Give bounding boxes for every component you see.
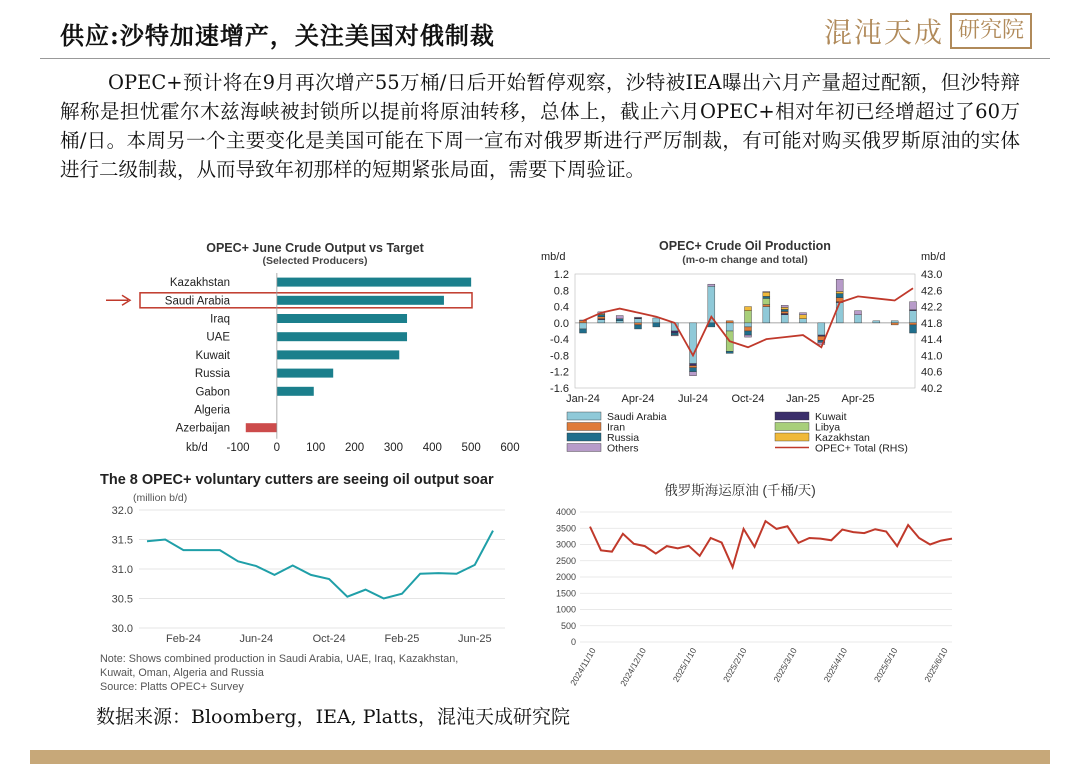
category-label: Saudi Arabia — [164, 295, 230, 308]
legend-label: Libya — [815, 421, 841, 434]
x-tick-label: 2024/11/10 — [568, 646, 598, 688]
stack-segment — [726, 323, 733, 331]
legend-swatch — [567, 444, 601, 452]
stack-segment — [910, 323, 917, 325]
y-tick-label: 1500 — [555, 588, 576, 599]
stack-segment — [855, 311, 862, 315]
y-tick-label: 31.5 — [111, 534, 133, 547]
bar — [246, 423, 277, 432]
stack-segment — [671, 331, 678, 333]
y-tick-label: 1000 — [555, 604, 576, 615]
chart-subtitle: (Selected Producers) — [262, 255, 368, 267]
y-tick-label: 3500 — [555, 523, 576, 534]
bar — [277, 332, 407, 341]
stack-segment — [690, 364, 697, 366]
x-axis-label: kb/d — [186, 441, 208, 454]
x-tick-label: Jun-24 — [239, 633, 274, 645]
y-tick-label: -0.4 — [550, 334, 569, 347]
y-right-tick-label: 41.4 — [921, 334, 943, 347]
stack-segment — [781, 305, 788, 307]
y-right-tick-label: 41.8 — [921, 317, 943, 330]
legend-label: Kazakhstan — [815, 432, 870, 444]
y-axis-label: (million b/d) — [133, 492, 188, 504]
stack-segment — [598, 317, 605, 319]
x-tick-label: 500 — [461, 441, 481, 454]
stack-segment — [891, 323, 898, 325]
x-tick-label: 2025/3/10 — [771, 646, 799, 684]
bar — [277, 387, 314, 396]
stack-segment — [745, 335, 752, 337]
legend-swatch — [775, 412, 809, 420]
y-right-tick-label: 42.2 — [921, 301, 943, 314]
y-tick-label: 4000 — [555, 507, 576, 517]
x-tick-label: 2025/4/10 — [821, 646, 850, 684]
stack-segment — [635, 323, 642, 325]
category-label: Kuwait — [195, 349, 230, 362]
stack-segment — [891, 321, 898, 323]
legend-label: Kuwait — [815, 411, 847, 423]
category-label: Russia — [194, 368, 230, 381]
brand-logo — [824, 12, 1032, 50]
stack-segment — [690, 368, 697, 372]
chart-note: Note: Shows combined production in Saudi Arabia, UAE, Iraq, Kazakhstan, — [100, 653, 459, 665]
chart-russia-seaborne-svg — [540, 478, 960, 700]
y-tick-label: 0 — [570, 637, 576, 647]
y-tick-label: 1.2 — [553, 269, 569, 281]
stack-segment — [690, 372, 697, 376]
legend-swatch — [567, 423, 601, 431]
stack-segment — [763, 298, 770, 304]
stack-segment — [635, 317, 642, 318]
category-label: Kazakhstan — [169, 277, 230, 290]
stack-segment — [635, 319, 642, 323]
y-tick-label: 0.4 — [553, 301, 569, 314]
stack-segment — [910, 325, 917, 333]
x-tick-label: Jan-25 — [786, 393, 820, 405]
stack-segment — [910, 302, 917, 310]
header-divider — [40, 58, 1050, 59]
chart-opec-production — [535, 236, 955, 461]
stack-segment — [781, 307, 788, 309]
x-tick-label: 600 — [500, 441, 520, 454]
stack-segment — [910, 311, 917, 323]
y-axis-label-left: mb/d — [541, 251, 566, 263]
category-label: Gabon — [195, 386, 230, 399]
slide-header — [0, 0, 1080, 62]
legend-label: Others — [607, 442, 639, 455]
stack-segment — [763, 292, 770, 296]
stack-segment — [635, 325, 642, 329]
legend-label: Saudi Arabia — [607, 411, 667, 423]
x-tick-label: Apr-25 — [841, 393, 875, 405]
stack-segment — [671, 333, 678, 335]
legend-swatch — [775, 423, 809, 431]
chart-opec-production-svg — [535, 236, 955, 461]
y-right-tick-label: 42.6 — [921, 285, 943, 298]
stack-segment — [763, 307, 770, 323]
stack-segment — [580, 321, 587, 323]
y-tick-label: 31.0 — [111, 564, 133, 576]
stack-segment — [763, 305, 770, 307]
footer-bar — [30, 750, 1050, 764]
x-tick-label: Oct-24 — [312, 633, 346, 645]
y-tick-label: -1.2 — [550, 366, 569, 379]
y-tick-label: 32.0 — [111, 505, 133, 517]
stack-segment — [836, 303, 843, 323]
stack-segment — [836, 292, 843, 294]
stack-segment — [781, 311, 788, 313]
y-right-tick-label: 40.2 — [921, 383, 943, 395]
bar — [277, 278, 471, 287]
stack-segment — [873, 321, 880, 323]
legend-swatch — [567, 433, 601, 441]
x-tick-label: 100 — [306, 441, 326, 454]
y-tick-label: -0.8 — [550, 350, 569, 363]
chart-note: Source: Platts OPEC+ Survey — [100, 681, 244, 693]
stack-segment — [726, 351, 733, 353]
summary-paragraph: OPEC+预计将在9月再次增产55万桶/日后开始暂停观察，沙特被IEA曝出六月产量超过配额，但沙特辩解称是担忧霍尔木兹海峡被封锁所以提前将原油转移，总体上，截止六月OPEC+相对年初已经增超过了60万桶/日。本周另一个主要变化是美国可能在下周一宣布对俄罗斯进行严厉制裁，有可能对购买俄罗斯原油的实体进行二级制裁，从而导致年初那样的短期紧张局面，需要下周验证。 — [60, 71, 1020, 181]
stack-segment — [616, 316, 623, 319]
legend-label: OPEC+ Total (RHS) — [815, 442, 908, 455]
x-tick-label: 2025/1/10 — [670, 646, 699, 684]
chart-voluntary-cutters — [95, 466, 535, 698]
x-tick-label: Feb-24 — [165, 633, 201, 645]
stack-segment — [800, 313, 807, 315]
y-tick-label: 30.5 — [111, 593, 133, 606]
stack-segment — [818, 323, 825, 335]
stack-segment — [745, 323, 752, 327]
stack-segment — [763, 292, 770, 293]
y-tick-label: 500 — [560, 620, 576, 631]
x-tick-label: Oct-24 — [731, 393, 765, 405]
x-tick-label: 400 — [422, 441, 442, 454]
chart-title: OPEC+ Crude Oil Production — [659, 239, 831, 253]
y-tick-label: 0.8 — [553, 285, 569, 298]
x-tick-label: 0 — [273, 441, 281, 454]
stack-segment — [671, 335, 678, 336]
chart-note: Kuwait, Oman, Algeria and Russia — [100, 667, 264, 679]
stack-segment — [726, 321, 733, 323]
stack-segment — [580, 323, 587, 329]
y-tick-label: 3000 — [555, 539, 576, 550]
category-label: Algeria — [194, 404, 230, 417]
chart-title: 俄罗斯海运原油 (千桶/天) — [664, 483, 816, 498]
stack-segment — [855, 315, 862, 323]
y-tick-label: 0.0 — [553, 317, 569, 330]
bar — [277, 296, 444, 305]
stack-segment — [745, 327, 752, 331]
logo-box-text: 研究院 — [950, 13, 1032, 49]
stack-segment — [781, 315, 788, 323]
x-tick-label: Feb-25 — [384, 633, 420, 645]
page-title: 供应:沙特加速增产，关注美国对俄制裁 — [60, 21, 495, 50]
stack-segment — [616, 319, 623, 321]
y-tick-label: 2500 — [555, 555, 576, 566]
chart-voluntary-cutters-svg — [95, 466, 535, 698]
legend-swatch — [775, 433, 809, 441]
x-tick-label: Jan-24 — [566, 393, 600, 405]
stack-segment — [616, 321, 623, 323]
bar — [277, 314, 407, 323]
chart-title: OPEC+ June Crude Output vs Target — [206, 241, 424, 255]
chart-subtitle: (m-o-m change and total) — [682, 254, 808, 266]
stack-segment — [745, 307, 752, 311]
y-right-tick-label: 40.6 — [921, 366, 943, 379]
stack-segment — [708, 284, 715, 286]
y-axis-label-right: mb/d — [921, 251, 946, 263]
y-tick-label: -1.6 — [550, 383, 569, 395]
data-source: 数据来源：Bloomberg，IEA, Platts，混沌天成研究院 — [96, 706, 570, 728]
stack-segment — [745, 331, 752, 335]
category-label: Iraq — [210, 313, 230, 326]
stack-segment — [598, 320, 605, 323]
chart-opec-vs-target-svg — [100, 236, 530, 461]
stack-segment — [763, 296, 770, 298]
x-tick-label: 2025/5/10 — [871, 646, 900, 684]
x-tick-label: 2024/12/10 — [618, 646, 649, 688]
legend-swatch — [567, 412, 601, 420]
x-tick-label: -100 — [226, 441, 250, 454]
x-tick-label: 300 — [383, 441, 404, 454]
x-tick-label: 2025/6/10 — [922, 646, 950, 684]
stack-segment — [836, 279, 843, 291]
stack-segment — [836, 294, 843, 298]
y-right-tick-label: 41.0 — [921, 350, 943, 363]
y-tick-label: 30.0 — [111, 623, 133, 635]
chart-opec-vs-target — [100, 236, 530, 461]
stack-segment — [800, 315, 807, 319]
logo-text: 混沌天成 — [823, 16, 944, 49]
stack-segment — [690, 366, 697, 368]
chart-title: The 8 OPEC+ voluntary cutters are seeing oil output soar — [100, 472, 494, 488]
x-tick-label: 200 — [344, 441, 365, 454]
bar — [277, 350, 399, 359]
category-label: Azerbaijan — [175, 422, 230, 435]
stack-segment — [781, 309, 788, 311]
x-tick-label: Apr-24 — [621, 393, 655, 405]
bar — [277, 369, 333, 378]
chart-russia-seaborne — [540, 478, 960, 700]
stack-segment — [653, 323, 660, 327]
stack-segment — [653, 318, 660, 323]
series-line — [147, 531, 493, 599]
x-tick-label: Jun-25 — [457, 633, 492, 645]
stack-segment — [800, 319, 807, 323]
legend-label: Iran — [607, 421, 626, 434]
legend-label: Russia — [607, 432, 640, 444]
y-right-tick-label: 43.0 — [921, 269, 943, 281]
x-tick-label: 2025/2/10 — [721, 646, 749, 684]
stack-segment — [745, 311, 752, 323]
stack-segment — [690, 323, 697, 364]
x-tick-label: Jul-24 — [678, 393, 708, 405]
y-tick-label: 2000 — [555, 572, 576, 582]
stack-segment — [580, 329, 587, 333]
category-label: UAE — [206, 331, 230, 344]
stack-segment — [598, 315, 605, 317]
